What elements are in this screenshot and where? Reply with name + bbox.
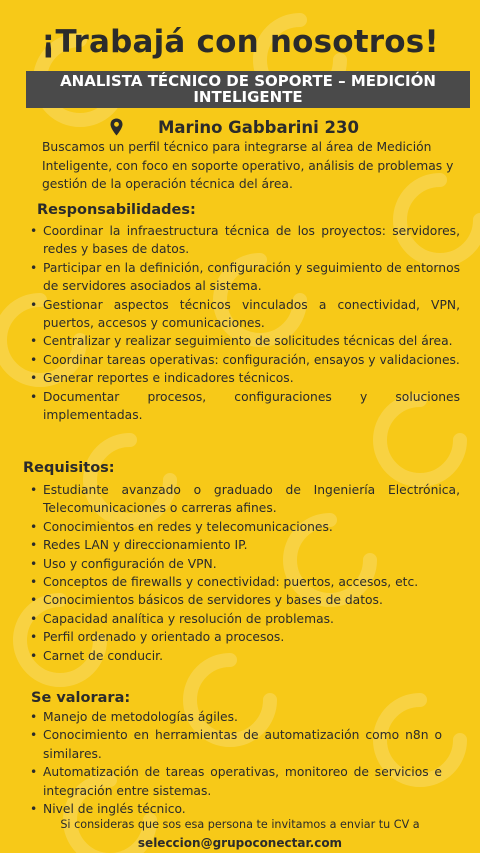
valued-list	[30, 708, 442, 818]
list-item: • Estudiante avanzado o graduado de Ingeniería Electrónica, Telecomunicaciones o carreras afines.	[30, 481, 460, 518]
responsibilities-heading: Responsabilidades:	[37, 202, 196, 218]
list-item: • Conocimientos básicos de servidores y bases de datos.	[30, 591, 460, 609]
list-item: • Redes LAN y direccionamiento IP.	[30, 536, 460, 554]
valued-heading: Se valorara:	[31, 690, 131, 706]
list-item: • Participar en la definición, configuración y seguimiento de entornos de servidores asociados al sistema.	[30, 259, 460, 296]
requirements-list	[30, 481, 460, 665]
page-title: ¡Trabajá con nosotros!	[41, 24, 439, 60]
list-item: • Generar reportes e indicadores técnicos.	[30, 369, 460, 387]
contact-email[interactable]: seleccion@grupoconectar.com	[137, 836, 343, 850]
list-item: • Centralizar y realizar seguimiento de solicitudes técnicas del área.	[30, 332, 460, 350]
list-item: • Gestionar aspectos técnicos vinculados a conectividad, VPN, puertos, accesos y comunicaciones.	[30, 296, 460, 333]
intro-paragraph: Buscamos un perfil técnico para integrarse al área de Medición Inteligente, con foco en soporte operativo, análisis de problemas y gestión de la operación técnica del área.	[42, 140, 454, 192]
list-item: • Conceptos de firewalls y conectividad: puertos, accesos, etc.	[30, 573, 460, 591]
list-item: • Uso y configuración de VPN.	[30, 555, 460, 573]
map-pin-icon	[110, 118, 123, 136]
list-item: • Documentar procesos, configuraciones y soluciones implementadas.	[30, 388, 460, 425]
list-item: • Manejo de metodologías ágiles.	[30, 708, 442, 726]
list-item: • Conocimiento en herramientas de automatización como n8n o similares.	[30, 726, 442, 763]
responsibilities-list	[30, 222, 460, 424]
location-address: Marino Gabbarini 230	[158, 118, 359, 137]
position-banner: ANALISTA TÉCNICO DE SOPORTE – MEDICIÓN INTELIGENTE	[26, 71, 470, 108]
list-item: • Carnet de conducir.	[30, 647, 460, 665]
list-item: • Perfil ordenado y orientado a procesos.	[30, 628, 460, 646]
list-item: • Nivel de inglés técnico.	[30, 800, 442, 818]
footer-text: Si consideras que sos esa persona te invitamos a enviar tu CV a	[60, 818, 420, 831]
list-item: • Coordinar la infraestructura técnica de los proyectos: servidores, redes y bases de datos.	[30, 222, 460, 259]
list-item: • Capacidad analítica y resolución de problemas.	[30, 610, 460, 628]
list-item: • Coordinar tareas operativas: configuración, ensayos y validaciones.	[30, 351, 460, 369]
requirements-heading: Requisitos:	[23, 460, 115, 476]
list-item: • Conocimientos en redes y telecomunicaciones.	[30, 518, 460, 536]
location	[110, 117, 410, 139]
list-item: • Automatización de tareas operativas, monitoreo de servicios e integración entre sistemas.	[30, 763, 442, 800]
